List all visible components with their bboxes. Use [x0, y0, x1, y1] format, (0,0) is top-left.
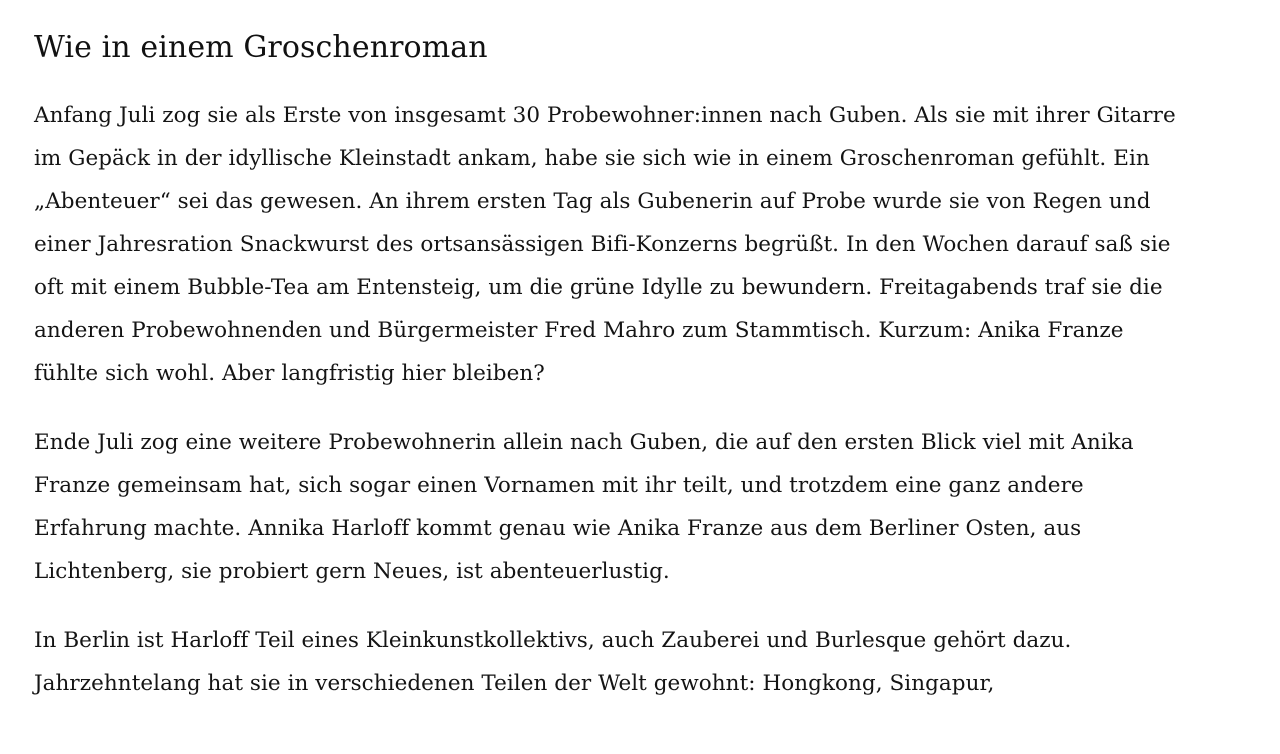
article-body: [34, 94, 1184, 705]
article-paragraph: Ende Juli zog eine weitere Probewohnerin allein nach Guben, die auf den ersten Blick viel mit Anika Franze gemeinsam hat, sich sogar einen Vornamen mit ihr teilt, und trotzdem eine ganz andere Erfahrung machte. Annika Harloff kommt genau wie Anika Franze aus dem Berliner Osten, aus Lichtenberg, sie probiert gern Neues, ist abenteuerlustig.: [34, 430, 1134, 584]
page-title: Wie in einem Groschenroman: [34, 30, 488, 65]
article-paragraph: Anfang Juli zog sie als Erste von insgesamt 30 Probewohner:innen nach Guben. Als sie mit ihrer Gitarre im Gepäck in der idyllische Kleinstadt ankam, habe sie sich wie in einem Groschenroman gefühlt. Ein „Abenteuer“ sei das gewesen. An ihrem ersten Tag als Gubenerin auf Probe wurde sie von Regen und einer Jahresration Snackwurst des ortsansässigen Bifi-Konzerns begrüßt. In den Wochen darauf saß sie oft mit einem Bubble-Tea am Entensteig, um die grüne Idylle zu bewundern. Freitagabends traf sie die anderen Probewohnenden und Bürgermeister Fred Mahro zum Stammtisch. Kurzum: Anika Franze fühlte sich wohl. Aber langfristig hier bleiben?: [34, 103, 1176, 386]
article-paragraph: In Berlin ist Harloff Teil eines Kleinkunstkollektivs, auch Zauberei und Burlesque gehört dazu. Jahrzehntelang hat sie in verschiedenen Teilen der Welt gewohnt: Hongkong, Singapur,: [34, 628, 1072, 696]
